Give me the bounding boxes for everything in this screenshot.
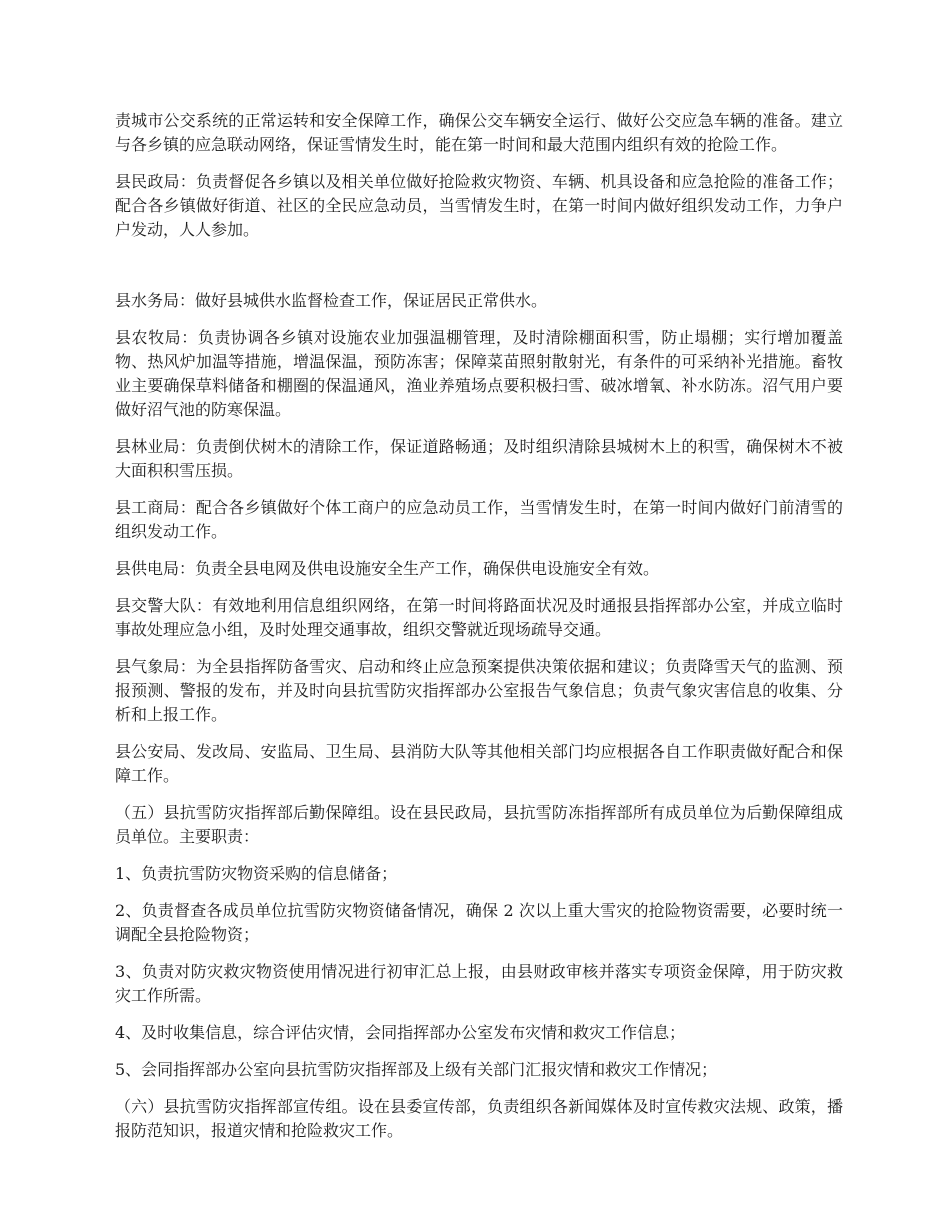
paragraph-traffic-police: 县交警大队：有效地利用信息组织网络，在第一时间将路面状况及时通报县指挥部办公室，并成立临时事故处理应急小组，及时处理交通事故，组织交警就近现场疏导交通。 bbox=[115, 596, 843, 639]
paragraph-civil-affairs: 县民政局：负责督促各乡镇以及相关单位做好抢险救灾物资、车辆、机具设备和应急抢险的准备工作；配合各乡镇做好街道、社区的全民应急动员，当雪情发生时，在第一时间内做好组织发动工作，力争户户发动，人人参加。 bbox=[115, 172, 843, 239]
paragraph-logistics-group: （五）县抗雪防灾指挥部后勤保障组。设在县民政局，县抗雪防冻指挥部所有成员单位为后勤保障组成员单位。主要职责： bbox=[115, 803, 843, 846]
paragraph-public-transport: 责城市公交系统的正常运转和安全保障工作，确保公交车辆安全运行、做好公交应急车辆的准备。建立与各乡镇的应急联动网络，保证雪情发生时，能在第一时间和最大范围内组织有效的抢险工作。 bbox=[115, 111, 843, 154]
paragraph-power-supply: 县供电局：负责全县电网及供电设施安全生产工作，确保供电设施安全有效。 bbox=[115, 559, 660, 578]
document-page bbox=[115, 109, 843, 1156]
paragraph-agriculture: 县农牧局：负责协调各乡镇对设施农业加强温棚管理，及时清除棚面积雪，防止塌棚；实行增加覆盖物、热风炉加温等措施，增温保温，预防冻害；保障菜苗照射散射光，有条件的可采纳补光措施。畜牧业主要确保草料储备和棚圈的保温通风，渔业养殖场点要积极扫雪、破冰增氧、补水防冻。沼气用户要做好沼气池的防寒保温。 bbox=[115, 328, 843, 419]
paragraph-meteorology: 县气象局：为全县指挥防备雪灾、启动和终止应急预案提供决策依据和建议；负责降雪天气的监测、预报预测、警报的发布，并及时向县抗雪防灾指挥部办公室报告气象信息；负责气象灾害信息的收集、分析和上报工作。 bbox=[115, 657, 843, 724]
list-item-3: 3、负责对防灾救灾物资使用情况进行初审汇总上报，由县财政审核并落实专项资金保障，用于防灾救灾工作所需。 bbox=[115, 962, 843, 1005]
paragraph-water-affairs: 县水务局：做好县城供水监督检查工作，保证居民正常供水。 bbox=[115, 291, 548, 310]
list-item-2: 2、负责督查各成员单位抗雪防灾物资储备情况，确保 2 次以上重大雪灾的抢险物资需要，必要时统一调配全县抢险物资； bbox=[115, 901, 843, 944]
list-item-4: 4、及时收集信息，综合评估灾情，会同指挥部办公室发布灾情和救灾工作信息； bbox=[115, 1023, 686, 1042]
list-item-1: 1、负责抗雪防灾物资采购的信息储备； bbox=[115, 864, 398, 883]
paragraph-forestry: 县林业局：负责倒伏树木的清除工作，保证道路畅通；及时组织清除县城树木上的积雪，确保树木不被大面积积雪压损。 bbox=[115, 437, 843, 480]
paragraph-other-departments: 县公安局、发改局、安监局、卫生局、县消防大队等其他相关部门均应根据各自工作职责做好配合和保障工作。 bbox=[115, 742, 843, 785]
paragraph-publicity-group: （六）县抗雪防灾指挥部宣传组。设在县委宣传部，负责组织各新闻媒体及时宣传救灾法规、政策，播报防范知识，报道灾情和抢险救灾工作。 bbox=[115, 1097, 843, 1140]
list-item-5: 5、会同指挥部办公室向县抗雪防灾指挥部及上级有关部门汇报灾情和救灾工作情况； bbox=[115, 1060, 718, 1079]
paragraph-commerce: 县工商局：配合各乡镇做好个体工商户的应急动员工作，当雪情发生时，在第一时间内做好门前清雪的组织发动工作。 bbox=[115, 498, 843, 541]
